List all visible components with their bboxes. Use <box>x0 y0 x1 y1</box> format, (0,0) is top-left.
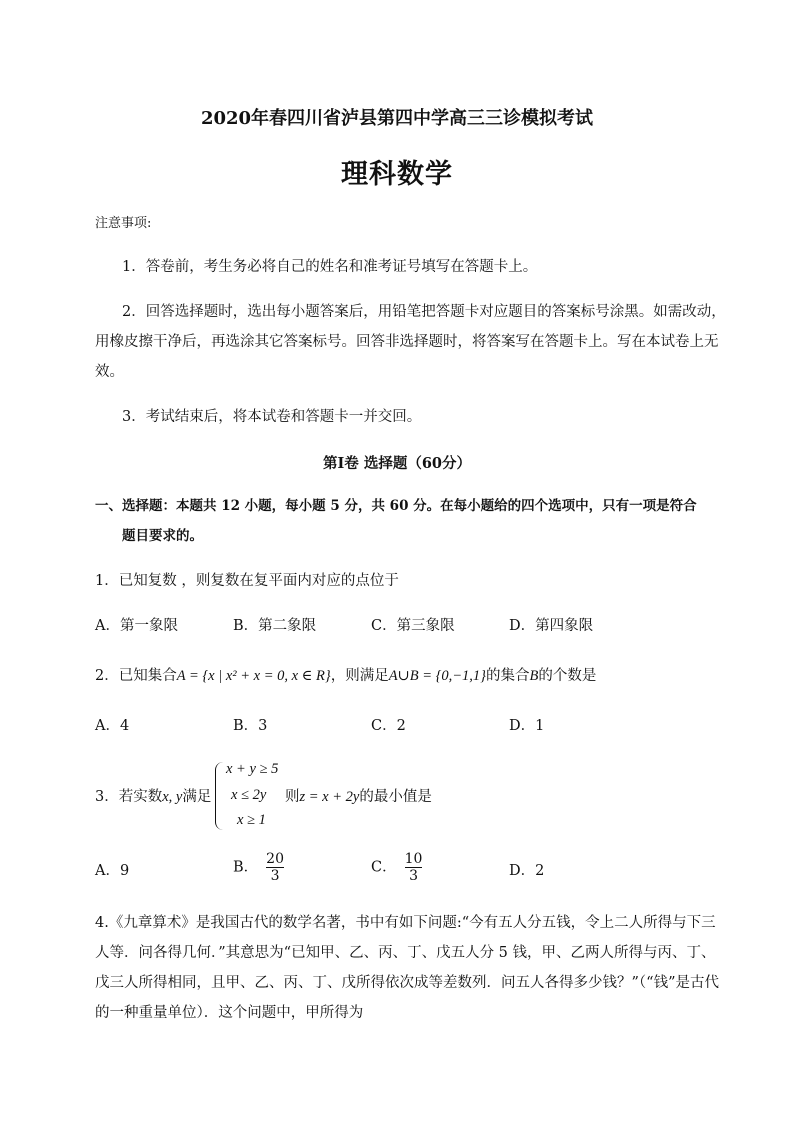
part1-instruction-line-1: 一、选择题：本题共 12 小题，每小题 5 分，共 60 分。在每小题给的四个选项中，只有一项是符合 <box>95 498 697 514</box>
q2-option-b: B．3 <box>233 718 268 734</box>
q2-option-c: C．2 <box>371 718 406 734</box>
q2-stem <box>95 666 596 686</box>
q3-objective: z = x + 2y <box>299 789 360 805</box>
q2-suffix: 的集合 <box>485 668 530 684</box>
q2-mid: ，则满足 <box>330 668 389 684</box>
q4-line-1: 4.《九章算术》是我国古代的数学名著，书中有如下问题:“今有五人分五钱，令上二人所得与下三 <box>95 915 716 931</box>
q1-option-a: A．第一象限 <box>95 618 178 634</box>
q3-option-b-denominator: 3 <box>270 868 280 884</box>
q3-system-brace <box>215 762 226 830</box>
q3-option-c-denominator: 3 <box>409 868 418 884</box>
q3-stem-suffix <box>285 787 432 807</box>
note-item-1: 1．答卷前，考生务必将自己的姓名和准考证号填写在答题卡上。 <box>122 259 538 275</box>
q3-option-c-fraction <box>405 851 423 884</box>
exam-title: 2020年春四川省泸县第四中学高三三诊模拟考试 <box>200 108 594 129</box>
note-item-2-line-3: 效。 <box>95 364 124 380</box>
q3-prefix: 3．若实数 <box>95 789 163 805</box>
q2-prefix: 2．已知集合 <box>95 668 177 684</box>
q3-option-a: A．9 <box>95 863 130 879</box>
q2-option-a: A．4 <box>95 718 130 734</box>
q4-line-3: 戊三人所得相同，且甲、乙、丙、丁、戊所得依次成等差数列．问五人各得多少钱？”（“钱”是古代 <box>95 975 719 991</box>
q2-option-d: D．1 <box>509 718 545 734</box>
q2-union: A∪B = {0,−1,1} <box>388 668 486 684</box>
part1-instruction-line-2: 题目要求的。 <box>122 528 203 544</box>
q3-option-b-numerator: 20 <box>266 851 284 867</box>
q3-option-b-fraction <box>266 851 284 884</box>
q3-then: 则 <box>285 789 300 805</box>
q3-option-b-label: B． <box>233 859 259 876</box>
q2-end: 的个数是 <box>538 668 597 684</box>
q3-option-c <box>371 851 422 884</box>
q1-stem: 1．已知复数 ，则复数在复平面内对应的点位于 <box>95 573 399 589</box>
note-item-2-line-2: 用橡皮擦干净后，再选涂其它答案标号。回答非选择题时，将答案写在答题卡上。写在本试卷上无 <box>95 334 719 350</box>
q3-condition-3: x ≥ 1 <box>237 812 266 828</box>
subject-title: 理科数学 <box>341 159 453 190</box>
q1-option-b: B．第二象限 <box>233 618 317 634</box>
q3-condition-1: x + y ≥ 5 <box>226 761 279 777</box>
q3-suffix: 的最小值是 <box>359 789 432 805</box>
q3-mid: 满足 <box>182 789 212 805</box>
q4-line-2: 人等．问各得几何．”其意思为“已知甲、乙、丙、丁、戊五人分 5 钱，甲、乙两人所得与丙、丁、 <box>95 945 716 961</box>
q3-option-d: D．2 <box>509 863 545 879</box>
q1-option-c: C．第三象限 <box>371 618 455 634</box>
q3-option-b <box>233 851 284 884</box>
q3-stem-prefix <box>95 787 211 807</box>
note-item-2-line-1: 2．回答选择题时，选出每小题答案后，用铅笔把答题卡对应题目的答案标号涂黑。如需改动， <box>122 304 726 320</box>
q3-vars: x, y <box>162 789 183 805</box>
q3-option-c-numerator: 10 <box>404 851 423 867</box>
q3-condition-2: x ≤ 2y <box>231 787 267 803</box>
q4-line-4: 的一种重量单位）．这个问题中，甲所得为 <box>95 1005 364 1021</box>
note-item-3: 3．考试结束后，将本试卷和答题卡一并交回。 <box>122 409 422 425</box>
q2-var-b: B <box>529 668 539 684</box>
section-title: 第Ⅰ卷 选择题（60分） <box>322 455 471 472</box>
q1-option-d: D．第四象限 <box>509 618 594 634</box>
notes-heading: 注意事项: <box>95 216 152 231</box>
q2-set-a: A = {x | x² + x = 0, x ∈ R} <box>176 668 331 684</box>
q3-option-c-label: C． <box>371 859 397 876</box>
